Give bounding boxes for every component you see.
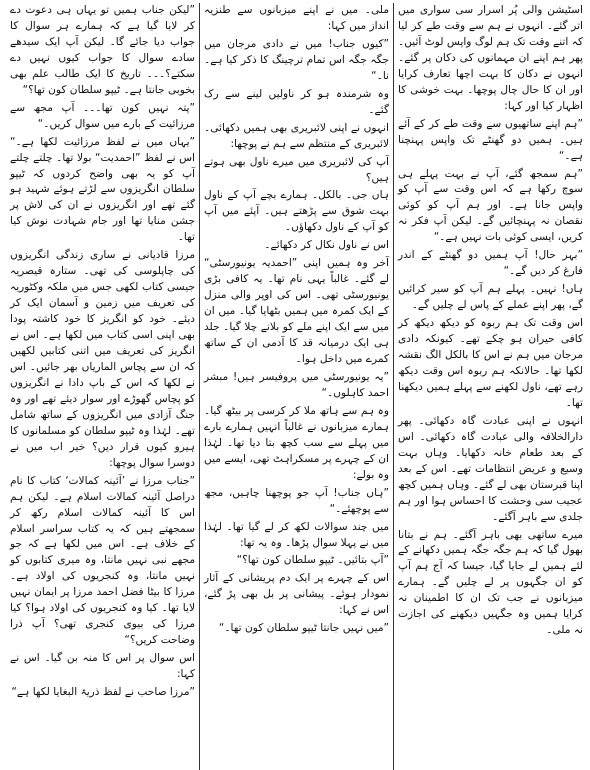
- paragraph: ”میں نہیں جانتا ٹیپو سلطان کون تھا۔“: [218, 622, 389, 635]
- paragraph: ”مرزا صاحب نے لفظ ذریۃ البغایا لکھا ہے“: [11, 686, 195, 699]
- paragraph: ”یہاں میں نے لفظ مرزائیت لکھا ہے۔“ اس نے لفظ ”احمدیت“ بولا تھا۔ چلتے چلتے آپ کو یہ بھی واضح کردوں کہ ٹیپو سلطان انگریزوں سے لڑتے ہوئے شہید ہو گئے تھے اور انگریزوں نے ان کی لاش پر جشن منایا تھا اور جام شہادت نوش کیا تھا۔: [10, 135, 195, 244]
- paragraph: اسٹیشن والی پُر اسرار سی سواری میں اتر گئے۔ انہوں نے ہم سے وقت طے کر لیا کہ اتنے وقت تک ہم لوگ واپس لوٹ آئیں۔ پھر ہم اپنے ان مہمانوں کی دکان پر گئے۔ انہوں نے دکان کا بہت اچھا تعارف کرایا اور ان کا حال چال پوچھا۔ بہت خوشی کا اظہار کیا اور کہا:: [398, 4, 583, 112]
- paragraph: مرزا قادیانی نے ساری زندگی انگریزوں کی چاپلوسی کی تھی۔ ستارہ قیصریہ جیسی کتاب لکھی جس میں ملکہ وکٹوریہ کی تعریف میں زمین و آسمان ایک کر دیئے۔ خود کو انگریز کا خود کاشتہ پودا بھی اپنی اسی کتاب میں لکھا ہے۔ اس نے انگریز کی تعریف میں اتنی کتابیں لکھیں کہ ان سے پچاس الماریاں بھر جائیں۔ اس نے لکھا کہ اس کے باپ دادا نے انگریزوں کو پچاس گھوڑے اور سوار دیئے تھے اور وہ جنگ آزادی میں انگریزوں کے ساتھ شامل تھے۔ لہٰذا وہ ٹیپو سلطان کو مسلمانوں کا ہیرو کیوں قرار دیں؟ خیر اب میں نے دوسرا سوال پوچھا:: [10, 249, 195, 469]
- paragraph: ملی۔ میں نے اپنے میزبانوں سے طنزیہ انداز میں کہا:: [204, 4, 389, 32]
- paragraph: ”جناب مرزا نے ’آئینہ کمالات‘ کتاب کا نام دراصل آئینہ کمالات اسلام ہے۔ لیکن ہم اس کا آئینہ کمالات اسلام رکھ کر سمجھتے ہیں کہ یہ کتاب سراسر اسلام کے خلاف ہے۔ اس میں لکھا ہے کہ جو مجھے نبی نہیں مانتا، وہ میری کتابوں کو نہیں مانتا، وہ کنجریوں کی اولاد ہے۔ مرزا کا بیٹا فضل احمد مرزا پر ایمان نہیں لایا تھا۔ کیا وہ کنجریوں کی اولاد ہوا؟ کیا مرزا کی بیوی کنجری تھی؟ آپ ذرا وضاحت کریں؟“: [10, 474, 195, 647]
- column-left: [7, 3, 198, 770]
- paragraph: ہاں! نہیں۔ پہلے ہم آپ کو سیر کرائیں گے، پھر اپنے عملے کے پاس لے چلیں گے۔: [398, 283, 583, 312]
- paragraph: ”ہم سمجھ گئے، آپ نے بہت پہلے ہی سوچ رکھا ہے کہ اس وقت سے آپ کو واپس جانا ہے۔ اور ہم آپ کو کوئی نقصان نہ پہنچائیں گے۔ لیکن آپ فکر نہ کریں، ایسی کوئی بات نہیں ہے۔“: [398, 167, 583, 244]
- paragraph: ہاں جی۔ بالکل۔ ہمارے بچے آپ کے ناول بہت شوق سے پڑھتے ہیں۔ آپئے میں آپ کو آپ کے ناول دکھاؤں۔: [204, 189, 389, 234]
- paragraph: ”کیوں جناب! میں نے دادی مرجان میں جگہ جگہ اس تمام ترچینگ کا ذکر کیا ہے۔ نا۔“: [204, 37, 389, 82]
- paragraph: انہوں نے اپنی عبادت گاہ دکھائی۔ پھر دارالخلافہ والی عبادت گاہ دکھائی۔ اس کے بعد طعام خانہ دکھایا۔ وہاں بہت وسیع و عریض انتظامات تھے۔ اس کے بعد اپنا قبرستان بھی لے گئے۔ وہاں ہمیں کچھ عجیب سی وحشت کا احساس ہوا اور ہم جلدی سے باہر آگئے۔: [398, 414, 583, 523]
- column-divider-right: [393, 3, 394, 770]
- paragraph: ”آپ بتائیں۔ ٹیپو سلطان کون تھا؟“: [236, 554, 389, 567]
- paragraph: ”لیکن جناب ہمیں تو یہاں ہی دعوت دے کر لایا گیا ہے کہ ہمارے ہر سوال کا جواب دیا جائے گا۔ لیکن آپ ایک سیدھے سادے سوال کا جواب کیوں نہیں دے سکتے؟۔۔۔ تاریخ کا ایک طالب علم بھی بخوبی جانتا ہے۔ ٹیپو سلطان کون تھا؟“: [10, 4, 195, 96]
- paragraph: میں چند سوالات لکھ کر لے گیا تھا۔ لہٰذا میں نے پہلا سوال پڑھا۔ وہ یہ تھا:: [204, 520, 389, 549]
- paragraph: وہ ہم سے ہاتھ ملا کر کرسی پر بیٹھ گیا۔ ہمارے میزبانوں نے غالباً انہیں ہمارے بارے میں پہلے سے سب کچھ بتا دیا تھا۔ لہٰذا ان کے چہرے پر مسکراہٹ تھی، ایسے میں وہ بولے:: [204, 404, 389, 481]
- column-middle: [201, 3, 392, 770]
- paragraph: اس وقت تک ہم ربوہ کو دیکھ دیکھ کر کافی حیران ہو چکے تھے۔ کیونکہ دادی مرجان میں ہم نے اس کا بالکل الگ نقشہ لکھا تھا۔ حالانکہ ہم ربوہ اس وقت دیکھ رہے تھے، ناول لکھنے سے پہلے ہمیں دیکھنا تھا۔: [398, 317, 583, 409]
- paragraph: وہ شرمندہ ہو کر ناولیں لینے سے رک گئے۔: [204, 87, 389, 116]
- paragraph: ”یہ یونیورسٹی میں پروفیسر ہیں! مبشر احمد کاہلوں۔“: [204, 370, 389, 399]
- paragraph: اس نے ناول نکال کر دکھائے۔: [264, 239, 389, 252]
- paragraph: اس کے چہرے پر ایک دم پریشانی کے آثار نمودار ہوئے۔ پیشانی پر بل بھی پڑ گئے، اس نے کہا:: [204, 572, 389, 617]
- paragraph: انہوں نے اپنی لائبریری بھی ہمیں دکھائی۔ لائبریری کے منتظم سے ہم نے پوچھا:: [204, 121, 389, 150]
- paragraph: آخر وہ ہمیں اپنی ”احمدیہ یونیورسٹی“ لے گئے۔ غالباً یہی نام تھا۔ یہ کافی بڑی یونیورسٹی تھی۔ اس کی اوپر والی منزل کے ایک کمرہ میں ہمیں بٹھایا گیا۔ میں ان میں سے ایک اپنے ملے کو بلانے چلا گیا۔ جلد ہی ایک درمیانہ قد کا آدمی ان کے ساتھ کمرے میں داخل ہوا۔: [204, 257, 389, 366]
- paragraph: ”پتہ نہیں کون تھا۔۔۔ آپ مجھ سے مرزائیت کے بارے میں سوال کریں۔“: [10, 101, 195, 130]
- column-divider-left: [199, 3, 200, 770]
- paragraph: ”بہر حال! آپ ہمیں دو گھنٹے کے اندر فارغ کر دیں گے۔“: [398, 249, 583, 278]
- paragraph: اس سوال پر اس کا منہ بن گیا۔ اس نے کہا:: [10, 652, 195, 681]
- paragraph: آپ کی لائبریری میں میرے ناول بھی ہوتے ہیں؟: [204, 155, 389, 184]
- column-right: [395, 3, 586, 770]
- paragraph: ”ہاں جناب! آپ جو پوچھنا چاہیں، مجھ سے پوچھئے۔“: [204, 486, 389, 515]
- paragraph: ”ہم اپنے ساتھیوں سے وقت طے کر کے آئے ہیں۔ ہمیں دو گھنٹے تک واپس پہنچنا ہے۔“: [398, 117, 583, 162]
- paragraph: میرے ساتھی بھی باہر آگئے۔ ہم نے بتانا بھول گیا کہ ہم جگہ جگہ ہمیں دکھانے کے لئے ہمیں لے جایا گیا، جیسا کہ آج ہم آپ کو ان جگہوں پر لے چلیں گے۔ ہمارے میزبانوں نے جب تک ان کا اطمینان نہ کرایا ہمیں وہ جگہیں دیکھنے کی اجازت نہ ملی۔: [398, 528, 583, 637]
